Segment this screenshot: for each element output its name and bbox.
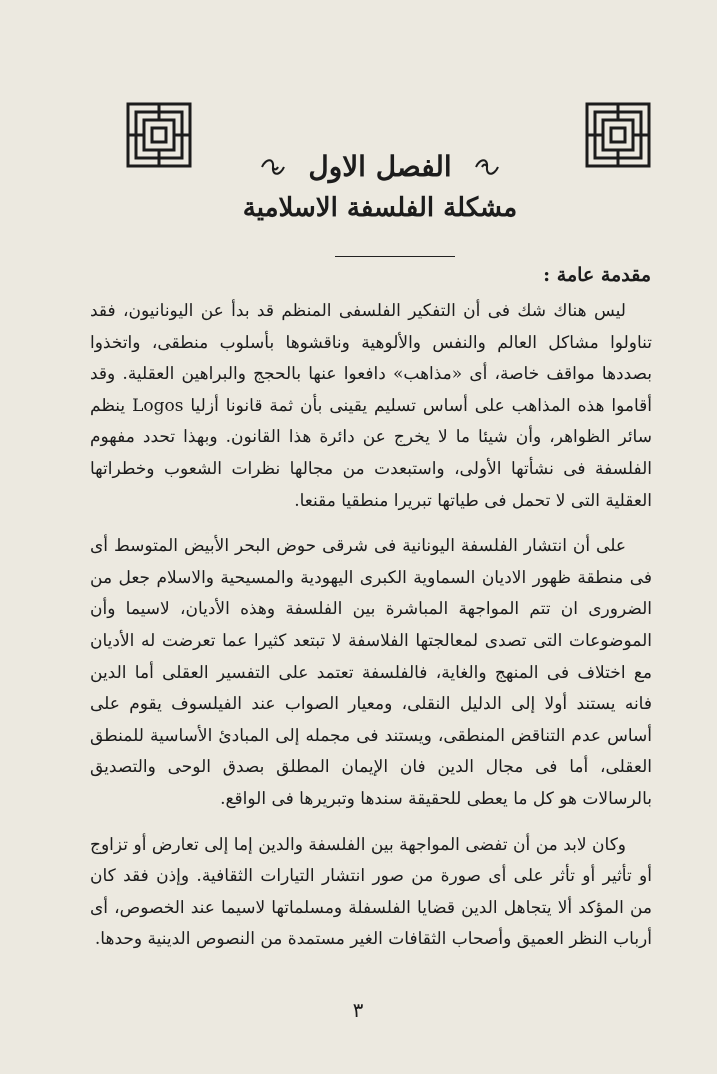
body-text [90, 296, 652, 956]
section-heading: مقدمة عامة : [543, 264, 651, 286]
fleuron-icon [474, 156, 500, 178]
paragraph: على أن انتشار الفلسفة اليونانية فى شرقى حوض البحر الأبيض المتوسط أى فى منطقة ظهور الاديان السماوية الكبرى اليهودية والمسيحية والاسلام جعل من الضرورى ان تتم المواجهة المباشرة بين الفلسفة وهذه الأديان، لاسيما وأن الموضوعات التى تصدى لمعالجتها الفلاسفة لا تبتعد كثيرا عما تعرضت له الأديان مع اختلاف فى المنهج والغاية، فالفلسفة تعتمد على التفسير العقلى أما الدين فانه يستند أولا إلى الدليل النقلى، ومعيار الصواب عند الفيلسوف يقوم على أساس عدم التناقض المنطقى، ويستند فى مجمله إلى المبادئ الأساسية للمنطق العقلى، أما فى مجال الدين فان الإيمان المطلق بصدق الوحى والتصديق بالرسالات هو كل ما يعطى للحقيقة سندها وتبريرها فى الواقع. [90, 536, 652, 809]
chapter-subtitle: مشكلة الفلسفة الاسلامية [242, 193, 518, 223]
chapter-title-row [180, 150, 580, 183]
chapter-title: الفصل الاول [308, 150, 452, 183]
geometric-ornament-right-icon [583, 100, 653, 170]
chapter-heading [180, 150, 580, 223]
page-number: ٣ [352, 998, 364, 1022]
fleuron-icon [260, 156, 286, 178]
paragraph: وكان لابد من أن تفضى المواجهة بين الفلسفة والدين إما إلى تعارض أو تزاوج أو تأثير أو تأثر على أى صورة من صور انتشار التيارات الثقافية. وإذن فقد كان من المؤكد ألا يتجاهل الدين قضايا الفلسفلة ومسلماتها لاسيما عند الخصوص، أى أرباب النظر العميق وأصحاب الثقافات الغير مستمدة من النصوص الدينية وحدها. [90, 834, 652, 950]
paragraph: ليس هناك شك فى أن التفكير الفلسفى المنظم قد بدأ عن اليونانيون، فقد تناولوا مشاكل العالم والنفس والألوهية وناقشوها بأسلوب منطقى، واتخذوا بصددها مواقف خاصة، أى «مذاهب» دافعوا عنها بالحجج والبراهين العقلية. وقد أقاموا هذه المذاهب على أساس تسليم يقينى بأن ثمة قانونا أزليا Logos ينظم سائر الظواهر، وأن شيئا ما لا يخرج عن دائرة هذا القانون. وبهذا تحدد مفهوم الفلسفة فى نشأتها الأولى، واستبعدت من مجالها نظرات الشعوب وخطراتها العقلية التى لا تحمل فى طياتها تبريرا منطقيا مقنعا. [90, 301, 652, 511]
heading-divider [335, 256, 455, 257]
